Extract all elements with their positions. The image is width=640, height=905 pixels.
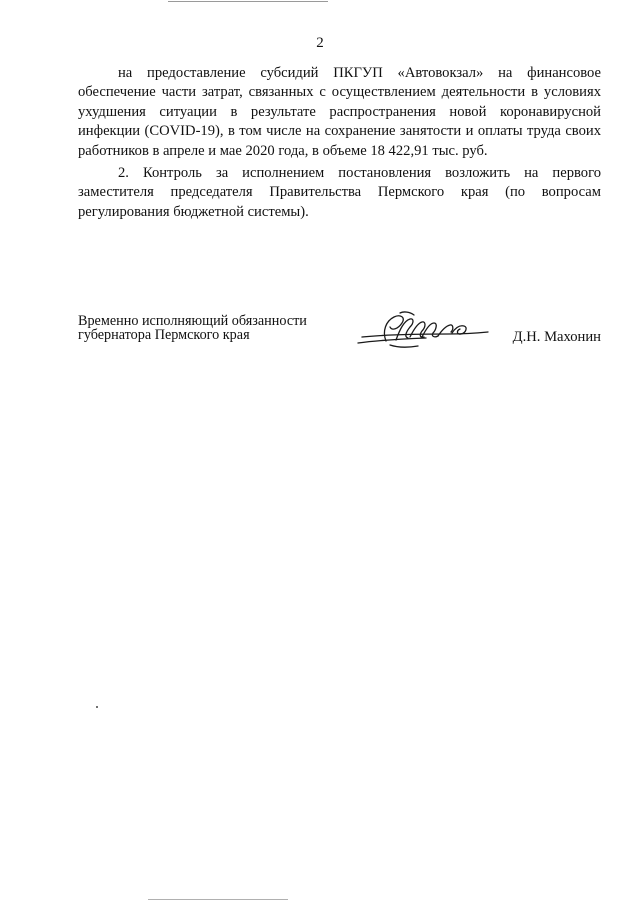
signatory-position-line-2: губернатора Пермского края — [78, 327, 250, 343]
document-body — [78, 64, 601, 222]
top-divider — [168, 1, 328, 2]
signatory-position-line-1: Временно исполняющий обязанности — [78, 313, 307, 329]
paragraph-continuation: на предоставление субсидий ПКГУП «Автовокзал» на финансовое обеспечение части затрат, связанных с осуществлением деятельности в условиях ухудшения ситуации в результате распространения новой коронавирусной инфекции (COVID-19), в том числе на сохранение занятости и оплаты труда своих работников в апреле и мае 2020 года, в объеме 18 422,91 тыс. руб. — [78, 65, 601, 159]
page-number: 2 — [316, 35, 324, 51]
bottom-divider — [148, 899, 288, 900]
stray-dot — [96, 706, 98, 708]
handwritten-signature-icon — [356, 307, 492, 355]
signatory-name: Д.Н. Махонин — [512, 329, 601, 345]
signature-block — [78, 313, 601, 353]
paragraph-control-clause: 2. Контроль за исполнением постановления возложить на первого заместителя председателя Правительства Пермского края (по вопросам регулирования бюджетной системы). — [78, 165, 601, 220]
